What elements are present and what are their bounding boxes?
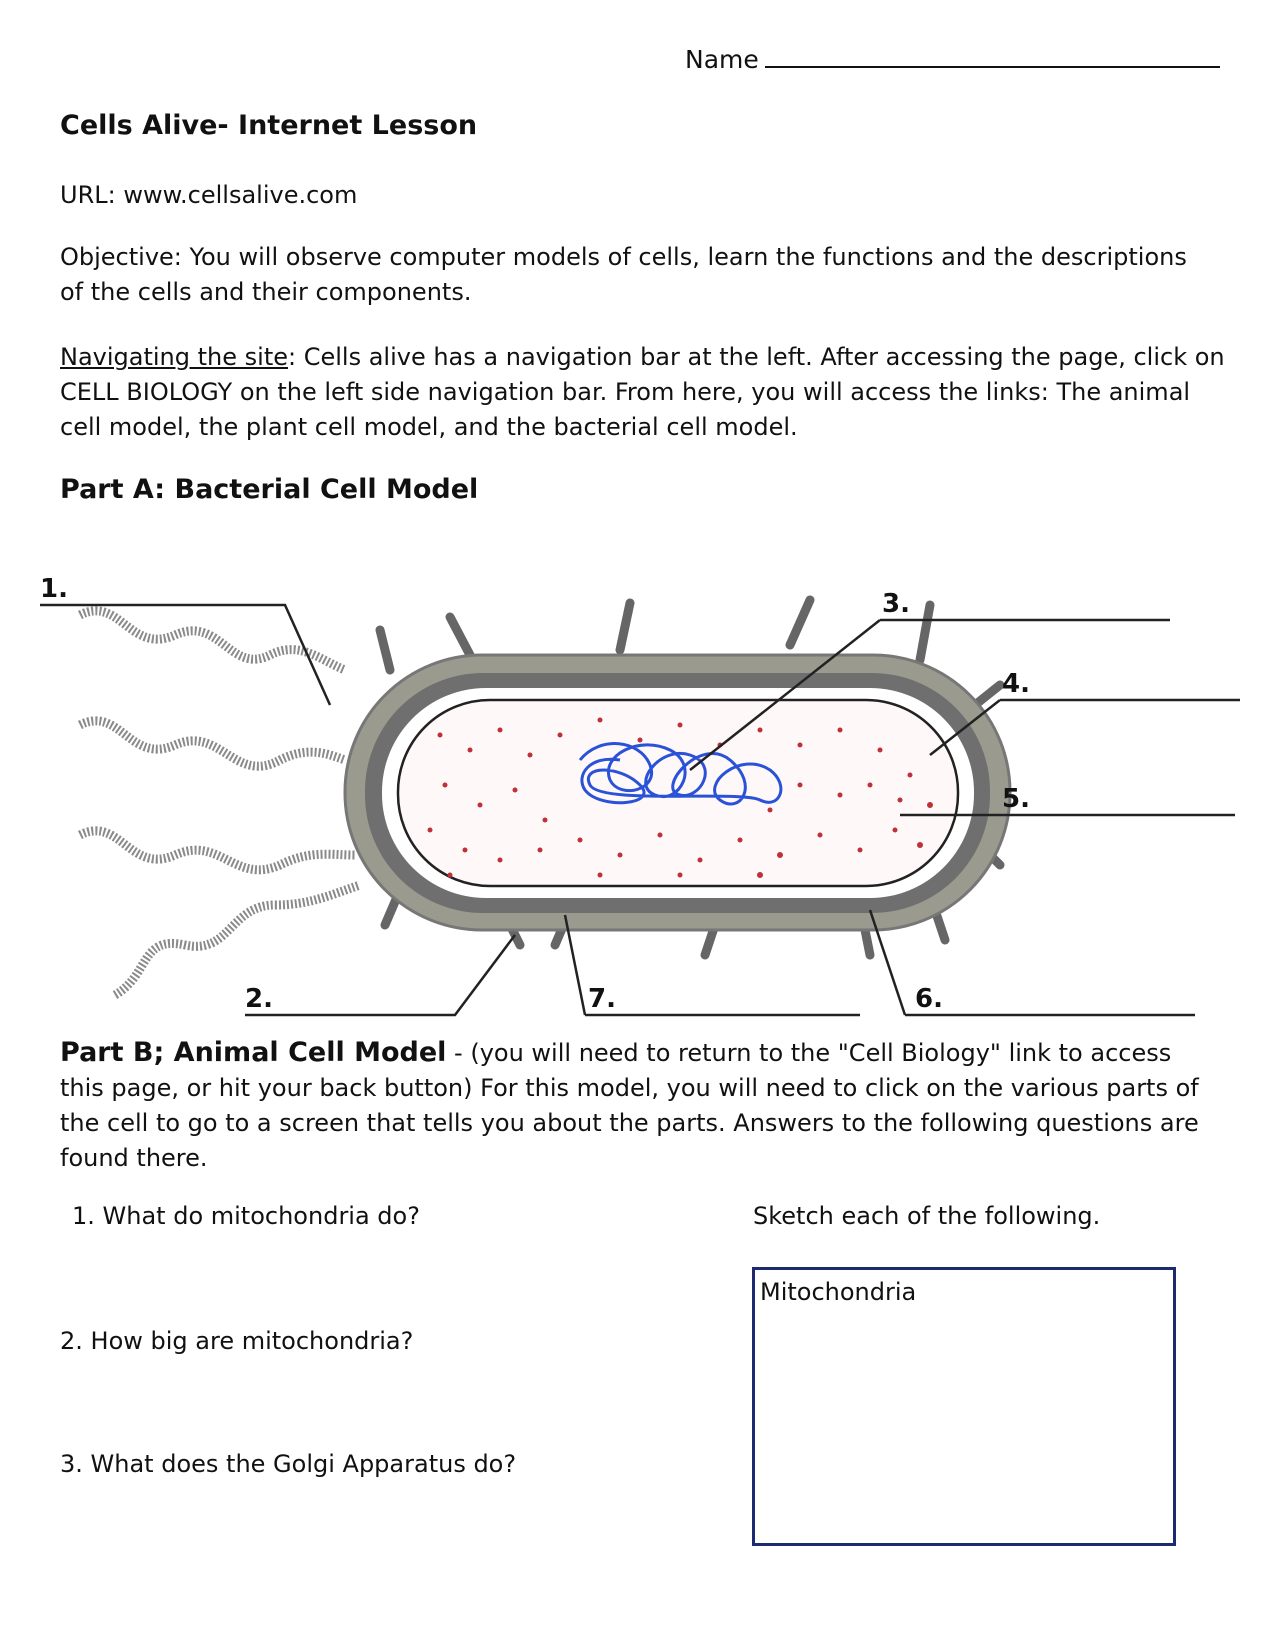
question-3: 3. What does the Golgi Apparatus do?	[60, 1450, 517, 1478]
url-line: URL: www.cellsalive.com	[60, 181, 358, 209]
diagram-label-4: 4.	[1002, 669, 1030, 699]
objective-paragraph: Objective: You will observe computer models of cells, learn the functions and the descriptions of the cells and their components.	[60, 243, 1187, 306]
name-label: Name	[685, 45, 759, 74]
navigating-heading: Navigating the site	[60, 343, 288, 371]
diagram-label-3: 3.	[882, 589, 910, 619]
part-b-paragraph	[60, 1035, 1220, 1176]
navigating-text: : Cells alive has a navigation bar at the left. After accessing the page, click on CELL BIOLOGY on the left side navigation bar. From here, you will access the links: The animal cell model, the plant cell model, and the bacterial cell model.	[60, 343, 1225, 441]
sketch-box-label: Mitochondria	[760, 1278, 917, 1306]
part-a-heading: Part A: Bacterial Cell Model	[60, 474, 479, 505]
navigation-paragraph	[60, 340, 1225, 445]
diagram-label-7: 7.	[588, 984, 616, 1014]
diagram-label-6: 6.	[915, 984, 943, 1014]
diagram-label-2: 2.	[245, 984, 273, 1014]
sketch-heading: Sketch each of the following.	[753, 1202, 1101, 1230]
flagella	[80, 611, 360, 995]
diagram-label-1: 1.	[40, 574, 68, 604]
name-blank-line[interactable]	[765, 42, 1220, 68]
question-2: 2. How big are mitochondria?	[60, 1327, 414, 1355]
page-title: Cells Alive- Internet Lesson	[60, 110, 478, 141]
bacterial-cell-diagram	[0, 545, 1275, 1025]
diagram-label-5: 5.	[1002, 784, 1030, 814]
mitochondria-sketch-box[interactable]	[752, 1267, 1176, 1546]
name-field-row	[685, 42, 1220, 74]
question-1: 1. What do mitochondria do?	[72, 1202, 420, 1230]
part-b-text: - (you will need to return to the "Cell Biology" link to access this page, or hit your back button) For this model, you will need to click on the various parts of the cell to go to a screen that tells you about the parts. Answers to the following questions are found there.	[60, 1039, 1199, 1172]
part-b-heading: Part B; Animal Cell Model	[60, 1037, 447, 1068]
